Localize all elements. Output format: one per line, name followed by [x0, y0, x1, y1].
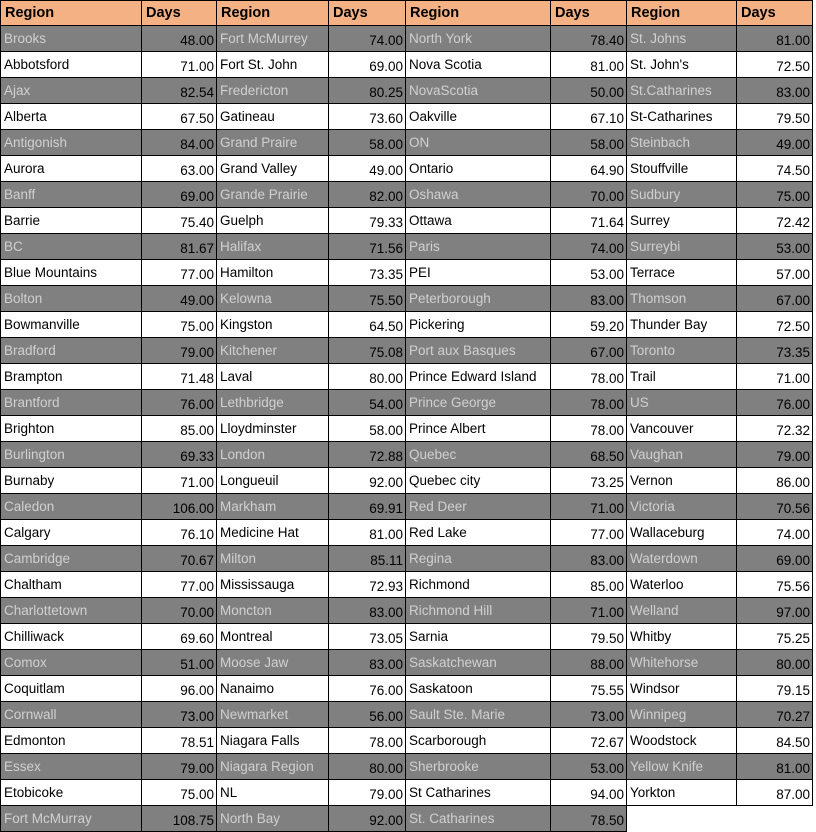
region-cell[interactable]: Thunder Bay — [627, 312, 737, 338]
table-row — [1, 104, 813, 130]
days-cell[interactable]: 67.50 — [142, 104, 217, 130]
table-row — [1, 78, 813, 104]
region-cell[interactable]: Blue Mountains — [1, 260, 142, 286]
region-cell[interactable]: Yorkton — [627, 780, 737, 806]
region-cell[interactable]: BC — [1, 234, 142, 260]
days-cell[interactable]: 70.67 — [142, 546, 217, 572]
table-row — [1, 598, 813, 624]
days-cell[interactable]: 72.42 — [737, 208, 813, 234]
region-cell[interactable]: Scarborough — [406, 728, 551, 754]
days-cell[interactable]: 49.00 — [329, 156, 406, 182]
table-row — [1, 416, 813, 442]
days-cell[interactable]: 75.50 — [329, 286, 406, 312]
region-cell[interactable]: ON — [406, 130, 551, 156]
days-cell[interactable]: 87.00 — [737, 780, 813, 806]
region-cell[interactable]: Grand Valley — [217, 156, 329, 182]
region-cell[interactable]: Sherbrooke — [406, 754, 551, 780]
days-cell[interactable]: 53.00 — [551, 260, 627, 286]
table-row — [1, 286, 813, 312]
region-cell[interactable]: Fort McMurrey — [217, 26, 329, 52]
table-row — [1, 442, 813, 468]
table-row — [1, 572, 813, 598]
region-cell[interactable]: Surreybi — [627, 234, 737, 260]
days-cell[interactable]: 74.00 — [737, 520, 813, 546]
days-cell[interactable]: 86.00 — [737, 468, 813, 494]
days-cell[interactable]: 78.40 — [551, 26, 627, 52]
days-cell[interactable]: 72.93 — [329, 572, 406, 598]
region-cell[interactable]: Nanaimo — [217, 676, 329, 702]
days-cell[interactable]: 70.00 — [551, 182, 627, 208]
region-cell[interactable]: Aurora — [1, 156, 142, 182]
region-cell[interactable]: Fort St. John — [217, 52, 329, 78]
region-cell[interactable]: London — [217, 442, 329, 468]
table-row — [1, 182, 813, 208]
table-row — [1, 806, 813, 832]
days-cell[interactable]: 53.00 — [551, 754, 627, 780]
days-cell[interactable]: 76.00 — [737, 390, 813, 416]
days-cell[interactable]: 57.00 — [737, 260, 813, 286]
days-cell[interactable]: 75.56 — [737, 572, 813, 598]
days-cell[interactable]: 79.50 — [737, 104, 813, 130]
region-cell[interactable]: Victoria — [627, 494, 737, 520]
region-cell[interactable]: Regina — [406, 546, 551, 572]
region-cell[interactable]: Fort McMurray — [1, 806, 142, 832]
region-cell[interactable]: Medicine Hat — [217, 520, 329, 546]
region-cell[interactable]: Ontario — [406, 156, 551, 182]
days-cell[interactable]: 85.11 — [329, 546, 406, 572]
region-cell[interactable]: Bradford — [1, 338, 142, 364]
region-cell[interactable]: Waterloo — [627, 572, 737, 598]
days-cell[interactable]: 68.50 — [551, 442, 627, 468]
table-row — [1, 130, 813, 156]
region-cell[interactable]: Brampton — [1, 364, 142, 390]
empty-cell — [627, 806, 737, 832]
days-cell[interactable]: 81.00 — [329, 520, 406, 546]
days-cell[interactable]: 88.00 — [551, 650, 627, 676]
days-cell[interactable]: 83.00 — [551, 546, 627, 572]
column-header-region[interactable]: Region — [406, 1, 551, 26]
empty-cell — [737, 806, 813, 832]
days-cell[interactable]: 56.00 — [329, 702, 406, 728]
days-cell[interactable]: 49.00 — [737, 130, 813, 156]
days-cell[interactable]: 85.00 — [142, 416, 217, 442]
days-cell[interactable]: 72.50 — [737, 52, 813, 78]
region-cell[interactable]: Mississauga — [217, 572, 329, 598]
region-cell[interactable]: Bowmanville — [1, 312, 142, 338]
table-row — [1, 520, 813, 546]
region-cell[interactable]: Grand Praire — [217, 130, 329, 156]
days-cell[interactable]: 70.56 — [737, 494, 813, 520]
region-cell[interactable]: Moose Jaw — [217, 650, 329, 676]
table-row — [1, 546, 813, 572]
region-cell[interactable]: Bolton — [1, 286, 142, 312]
table-row — [1, 234, 813, 260]
region-cell[interactable]: Montreal — [217, 624, 329, 650]
days-cell[interactable]: 83.00 — [329, 650, 406, 676]
days-cell[interactable]: 72.88 — [329, 442, 406, 468]
days-cell[interactable]: 76.00 — [329, 676, 406, 702]
region-cell[interactable]: Sault Ste. Marie — [406, 702, 551, 728]
region-cell[interactable]: PEI — [406, 260, 551, 286]
days-cell[interactable]: 67.00 — [737, 286, 813, 312]
days-cell[interactable]: 73.00 — [551, 702, 627, 728]
table-body — [1, 26, 813, 832]
days-cell[interactable]: 73.00 — [142, 702, 217, 728]
days-cell[interactable]: 76.10 — [142, 520, 217, 546]
days-cell[interactable]: 69.91 — [329, 494, 406, 520]
table-row — [1, 754, 813, 780]
column-header-days[interactable]: Days — [142, 1, 217, 26]
region-cell[interactable]: Pickering — [406, 312, 551, 338]
days-cell[interactable]: 106.00 — [142, 494, 217, 520]
region-cell[interactable]: NL — [217, 780, 329, 806]
region-cell[interactable]: Prince Edward Island — [406, 364, 551, 390]
region-cell[interactable]: Guelph — [217, 208, 329, 234]
days-cell[interactable]: 96.00 — [142, 676, 217, 702]
days-cell[interactable]: 75.40 — [142, 208, 217, 234]
region-cell[interactable]: Trail — [627, 364, 737, 390]
region-cell[interactable]: US — [627, 390, 737, 416]
days-cell[interactable]: 75.00 — [142, 312, 217, 338]
days-cell[interactable]: 63.00 — [142, 156, 217, 182]
days-cell[interactable]: 58.00 — [329, 130, 406, 156]
days-cell[interactable]: 70.00 — [142, 598, 217, 624]
days-cell[interactable]: 53.00 — [737, 234, 813, 260]
region-cell[interactable]: Moncton — [217, 598, 329, 624]
days-cell[interactable]: 50.00 — [551, 78, 627, 104]
region-cell[interactable]: Quebec city — [406, 468, 551, 494]
region-cell[interactable]: Barrie — [1, 208, 142, 234]
region-cell[interactable]: NovaScotia — [406, 78, 551, 104]
days-cell[interactable]: 81.00 — [737, 754, 813, 780]
days-cell[interactable]: 108.75 — [142, 806, 217, 832]
days-cell[interactable]: 80.00 — [329, 754, 406, 780]
region-cell[interactable]: Niagara Falls — [217, 728, 329, 754]
days-cell[interactable]: 78.50 — [551, 806, 627, 832]
days-cell[interactable]: 71.00 — [142, 52, 217, 78]
table-row — [1, 676, 813, 702]
days-cell[interactable]: 75.00 — [142, 780, 217, 806]
days-cell[interactable]: 64.50 — [329, 312, 406, 338]
region-cell[interactable]: Kitchener — [217, 338, 329, 364]
days-cell[interactable]: 69.00 — [329, 52, 406, 78]
days-cell[interactable]: 97.00 — [737, 598, 813, 624]
days-cell[interactable]: 71.00 — [551, 598, 627, 624]
table-row — [1, 494, 813, 520]
region-cell[interactable]: Woodstock — [627, 728, 737, 754]
days-cell[interactable]: 74.00 — [329, 26, 406, 52]
region-cell[interactable]: Winnipeg — [627, 702, 737, 728]
region-cell[interactable]: Niagara Region — [217, 754, 329, 780]
region-cell[interactable]: Etobicoke — [1, 780, 142, 806]
region-cell[interactable]: Vaughan — [627, 442, 737, 468]
days-cell[interactable]: 81.67 — [142, 234, 217, 260]
region-cell[interactable]: St. John's — [627, 52, 737, 78]
region-cell[interactable]: Windsor — [627, 676, 737, 702]
region-cell[interactable]: North York — [406, 26, 551, 52]
region-cell[interactable]: Burnaby — [1, 468, 142, 494]
region-cell[interactable]: Fredericton — [217, 78, 329, 104]
days-cell[interactable]: 79.00 — [737, 442, 813, 468]
days-cell[interactable]: 75.00 — [737, 182, 813, 208]
days-cell[interactable]: 80.00 — [329, 364, 406, 390]
table-row — [1, 26, 813, 52]
region-cell[interactable]: North Bay — [217, 806, 329, 832]
region-cell[interactable]: Laval — [217, 364, 329, 390]
days-cell[interactable]: 71.00 — [551, 494, 627, 520]
region-cell[interactable]: Ottawa — [406, 208, 551, 234]
table-row — [1, 780, 813, 806]
table-row — [1, 156, 813, 182]
region-cell[interactable]: Burlington — [1, 442, 142, 468]
region-cell[interactable]: Vancouver — [627, 416, 737, 442]
region-cell[interactable]: Abbotsford — [1, 52, 142, 78]
table-row — [1, 260, 813, 286]
days-cell[interactable]: 79.50 — [551, 624, 627, 650]
region-cell[interactable]: Prince Albert — [406, 416, 551, 442]
days-cell[interactable]: 74.00 — [551, 234, 627, 260]
days-cell[interactable]: 77.00 — [142, 260, 217, 286]
table-row — [1, 468, 813, 494]
days-cell[interactable]: 64.90 — [551, 156, 627, 182]
region-cell[interactable]: St. Catharines — [406, 806, 551, 832]
region-cell[interactable]: Nova Scotia — [406, 52, 551, 78]
region-cell[interactable]: Prince George — [406, 390, 551, 416]
table-row — [1, 52, 813, 78]
region-cell[interactable]: Waterdown — [627, 546, 737, 572]
days-cell[interactable]: 83.00 — [329, 598, 406, 624]
region-cell[interactable]: Chilliwack — [1, 624, 142, 650]
column-header-region[interactable]: Region — [627, 1, 737, 26]
region-cell[interactable]: Stouffville — [627, 156, 737, 182]
days-cell[interactable]: 69.00 — [142, 182, 217, 208]
region-cell[interactable]: Lloydminster — [217, 416, 329, 442]
days-cell[interactable]: 79.00 — [329, 780, 406, 806]
days-cell[interactable]: 73.05 — [329, 624, 406, 650]
table-row — [1, 312, 813, 338]
column-header-days[interactable]: Days — [329, 1, 406, 26]
region-cell[interactable]: Oshawa — [406, 182, 551, 208]
table-row — [1, 364, 813, 390]
days-cell[interactable]: 79.33 — [329, 208, 406, 234]
days-cell[interactable]: 73.25 — [551, 468, 627, 494]
region-cell[interactable]: Kingston — [217, 312, 329, 338]
region-cell[interactable]: Coquitlam — [1, 676, 142, 702]
days-cell[interactable]: 79.00 — [142, 754, 217, 780]
region-cell[interactable]: Comox — [1, 650, 142, 676]
region-cell[interactable]: Brooks — [1, 26, 142, 52]
region-cell[interactable]: Peterborough — [406, 286, 551, 312]
region-cell[interactable]: Whitehorse — [627, 650, 737, 676]
days-cell[interactable]: 71.64 — [551, 208, 627, 234]
days-cell[interactable]: 72.32 — [737, 416, 813, 442]
region-cell[interactable]: Antigonish — [1, 130, 142, 156]
region-cell[interactable]: Oakville — [406, 104, 551, 130]
days-cell[interactable]: 49.00 — [142, 286, 217, 312]
region-cell[interactable]: Longueuil — [217, 468, 329, 494]
days-cell[interactable]: 69.00 — [737, 546, 813, 572]
column-header-days[interactable]: Days — [737, 1, 813, 26]
days-cell[interactable]: 84.50 — [737, 728, 813, 754]
days-cell[interactable]: 77.00 — [551, 520, 627, 546]
days-cell[interactable]: 82.54 — [142, 78, 217, 104]
region-cell[interactable]: Calgary — [1, 520, 142, 546]
days-cell[interactable]: 58.00 — [551, 130, 627, 156]
region-cell[interactable]: Terrace — [627, 260, 737, 286]
days-cell[interactable]: 74.50 — [737, 156, 813, 182]
region-cell[interactable]: Markham — [217, 494, 329, 520]
days-cell[interactable]: 73.35 — [329, 260, 406, 286]
days-cell[interactable]: 77.00 — [142, 572, 217, 598]
days-cell[interactable]: 78.00 — [329, 728, 406, 754]
region-cell[interactable]: Hamilton — [217, 260, 329, 286]
region-cell[interactable]: Yellow Knife — [627, 754, 737, 780]
days-cell[interactable]: 59.20 — [551, 312, 627, 338]
days-cell[interactable]: 81.00 — [551, 52, 627, 78]
days-cell[interactable]: 75.25 — [737, 624, 813, 650]
column-header-days[interactable]: Days — [551, 1, 627, 26]
days-cell[interactable]: 78.00 — [551, 364, 627, 390]
region-cell[interactable]: Vernon — [627, 468, 737, 494]
region-cell[interactable]: Charlottetown — [1, 598, 142, 624]
days-cell[interactable]: 78.51 — [142, 728, 217, 754]
days-cell[interactable]: 70.27 — [737, 702, 813, 728]
days-cell[interactable]: 51.00 — [142, 650, 217, 676]
region-cell[interactable]: Wallaceburg — [627, 520, 737, 546]
days-cell[interactable]: 71.56 — [329, 234, 406, 260]
days-cell[interactable]: 79.00 — [142, 338, 217, 364]
days-cell[interactable]: 75.55 — [551, 676, 627, 702]
days-cell[interactable]: 71.48 — [142, 364, 217, 390]
region-cell[interactable]: Essex — [1, 754, 142, 780]
region-cell[interactable]: Sudbury — [627, 182, 737, 208]
days-cell[interactable]: 73.60 — [329, 104, 406, 130]
days-cell[interactable]: 80.00 — [737, 650, 813, 676]
region-cell[interactable]: Brighton — [1, 416, 142, 442]
days-cell[interactable]: 83.00 — [551, 286, 627, 312]
days-cell[interactable]: 76.00 — [142, 390, 217, 416]
region-cell[interactable]: Thomson — [627, 286, 737, 312]
region-cell[interactable]: Richmond Hill — [406, 598, 551, 624]
region-cell[interactable]: Richmond — [406, 572, 551, 598]
days-cell[interactable]: 78.00 — [551, 390, 627, 416]
days-cell[interactable]: 82.00 — [329, 182, 406, 208]
region-cell[interactable]: Edmonton — [1, 728, 142, 754]
days-cell[interactable]: 54.00 — [329, 390, 406, 416]
region-cell[interactable]: Sarnia — [406, 624, 551, 650]
column-header-region[interactable]: Region — [217, 1, 329, 26]
days-cell[interactable]: 75.08 — [329, 338, 406, 364]
region-cell[interactable]: Milton — [217, 546, 329, 572]
region-cell[interactable]: Kelowna — [217, 286, 329, 312]
region-cell[interactable]: Welland — [627, 598, 737, 624]
days-cell[interactable]: 71.00 — [142, 468, 217, 494]
region-cell[interactable]: Toronto — [627, 338, 737, 364]
region-cell[interactable]: St.Catharines — [627, 78, 737, 104]
region-cell[interactable]: Saskatoon — [406, 676, 551, 702]
region-cell[interactable]: Whitby — [627, 624, 737, 650]
region-cell[interactable]: Halifax — [217, 234, 329, 260]
days-cell[interactable]: 94.00 — [551, 780, 627, 806]
region-cell[interactable]: Lethbridge — [217, 390, 329, 416]
days-cell[interactable]: 73.35 — [737, 338, 813, 364]
region-cell[interactable]: Gatineau — [217, 104, 329, 130]
days-cell[interactable]: 72.50 — [737, 312, 813, 338]
days-cell[interactable]: 48.00 — [142, 26, 217, 52]
days-cell[interactable]: 72.67 — [551, 728, 627, 754]
table-row — [1, 208, 813, 234]
days-cell[interactable]: 58.00 — [329, 416, 406, 442]
region-cell[interactable]: Newmarket — [217, 702, 329, 728]
days-cell[interactable]: 69.33 — [142, 442, 217, 468]
region-cell[interactable]: Caledon — [1, 494, 142, 520]
region-cell[interactable]: Surrey — [627, 208, 737, 234]
days-cell[interactable]: 92.00 — [329, 806, 406, 832]
region-cell[interactable]: Quebec — [406, 442, 551, 468]
region-cell[interactable]: Cambridge — [1, 546, 142, 572]
region-cell[interactable]: Steinbach — [627, 130, 737, 156]
region-cell[interactable]: St Catharines — [406, 780, 551, 806]
region-cell[interactable]: Cornwall — [1, 702, 142, 728]
days-cell[interactable]: 84.00 — [142, 130, 217, 156]
region-cell[interactable]: Brantford — [1, 390, 142, 416]
days-cell[interactable]: 80.25 — [329, 78, 406, 104]
days-cell[interactable]: 67.10 — [551, 104, 627, 130]
region-cell[interactable]: Alberta — [1, 104, 142, 130]
table-row — [1, 650, 813, 676]
column-header-region[interactable]: Region — [1, 1, 142, 26]
days-cell[interactable]: 83.00 — [737, 78, 813, 104]
region-cell[interactable]: Ajax — [1, 78, 142, 104]
region-cell[interactable]: Red Lake — [406, 520, 551, 546]
region-cell[interactable]: Saskatchewan — [406, 650, 551, 676]
table-row — [1, 728, 813, 754]
table-row — [1, 702, 813, 728]
days-cell[interactable]: 67.00 — [551, 338, 627, 364]
days-cell[interactable]: 79.15 — [737, 676, 813, 702]
region-cell[interactable]: St-Catharines — [627, 104, 737, 130]
days-cell[interactable]: 81.00 — [737, 26, 813, 52]
region-cell[interactable]: Paris — [406, 234, 551, 260]
table-row — [1, 390, 813, 416]
region-cell[interactable]: Port aux Basques — [406, 338, 551, 364]
region-cell[interactable]: St. Johns — [627, 26, 737, 52]
days-cell[interactable]: 78.00 — [551, 416, 627, 442]
region-cell[interactable]: Chaltham — [1, 572, 142, 598]
header-row — [1, 1, 813, 26]
days-cell[interactable]: 71.00 — [737, 364, 813, 390]
days-cell[interactable]: 69.60 — [142, 624, 217, 650]
table-row — [1, 624, 813, 650]
table-row — [1, 338, 813, 364]
days-cell[interactable]: 92.00 — [329, 468, 406, 494]
region-cell[interactable]: Banff — [1, 182, 142, 208]
days-cell[interactable]: 85.00 — [551, 572, 627, 598]
region-cell[interactable]: Grande Prairie — [217, 182, 329, 208]
region-cell[interactable]: Red Deer — [406, 494, 551, 520]
